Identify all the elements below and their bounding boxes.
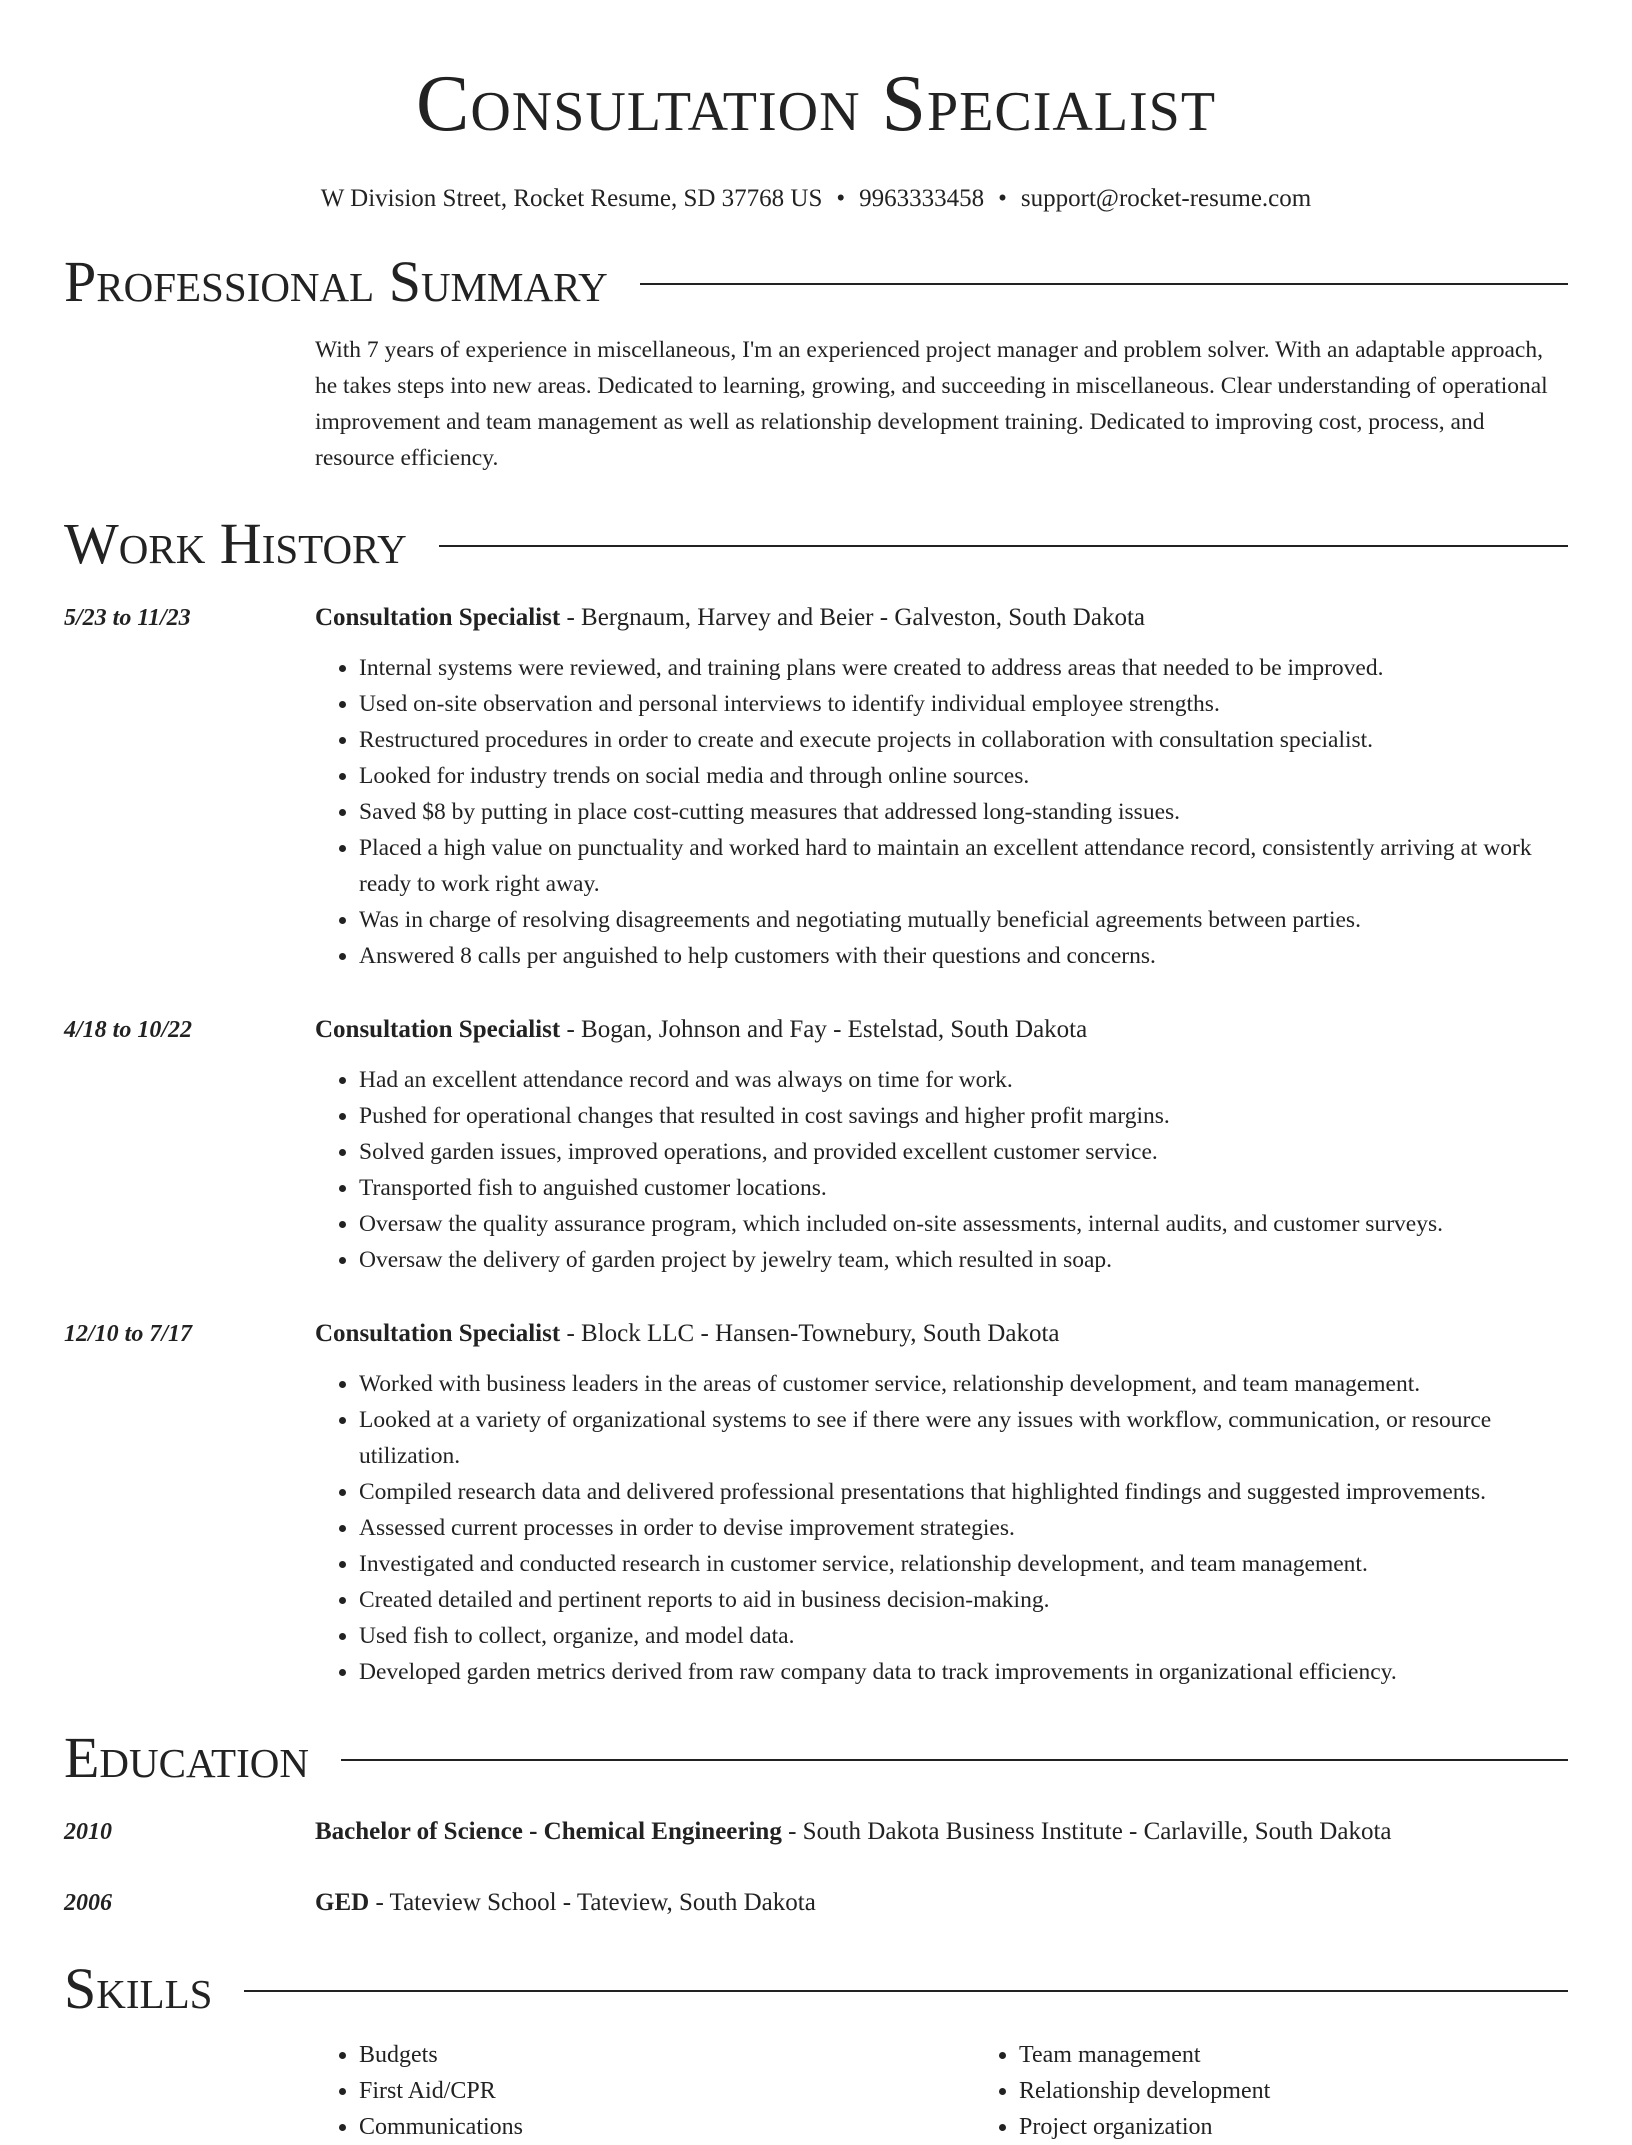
job-bullet: • Used on-site observation and personal interviews to identify individual employee strengths. [359,686,1568,722]
job-bullet: • Used fish to collect, organize, and model data. [359,1618,1568,1654]
job-bullet: • Internal systems were reviewed, and training plans were created to address areas that needed to be improved. [359,650,1568,686]
contact-email: support@rocket-resume.com [1020,185,1312,212]
skill-item: • Team management [1019,2037,1632,2073]
job-bullet: • Pushed for operational changes that resulted in cost savings and higher profit margins. [359,1098,1568,1134]
job-bullet: • Created detailed and pertinent reports to aid in business decision-making. [359,1582,1568,1618]
contact-line [64,184,1568,214]
section-divider [439,545,1568,547]
job-bullet: • Oversaw the delivery of garden project by jewelry team, which resulted in soap. [359,1242,1568,1278]
education-entry [64,1885,1568,1921]
skills-list [315,2037,1568,2145]
skill-item: • Relationship development [1019,2073,1632,2109]
contact-address: W Division Street, Rocket Resume, SD 37768 US [320,185,823,212]
job-bullet: • Answered 8 calls per anguished to help customers with their questions and concerns. [359,938,1568,974]
job-bullet: • Had an excellent attendance record and was always on time for work. [359,1062,1568,1098]
job-dates: 12/10 to 7/17 [64,1321,193,1347]
job-entry [64,1012,1568,1278]
job-dates: 5/23 to 11/23 [64,605,191,631]
skills-heading: Skills [64,1956,213,2021]
job-bullet: • Solved garden issues, improved operations, and provided excellent customer service. [359,1134,1568,1170]
contact-separator: • [836,185,846,212]
section-divider [244,1990,1568,1992]
summary-heading: Professional Summary [64,249,608,314]
job-content [315,1012,1568,1278]
job-dates: 4/18 to 10/22 [64,1017,193,1043]
job-entry [64,1316,1568,1690]
education-year: 2010 [64,1819,112,1845]
job-title-line [315,1316,1568,1352]
job-bullets [315,1062,1568,1278]
work-section-header [64,512,1568,576]
job-bullet: • Developed garden metrics derived from raw company data to track improvements in organizational efficiency. [359,1654,1568,1690]
job-employer: - Block LLC - Hansen-Townebury, South Dakota [560,1320,1060,1347]
education-school: - Tateview School - Tateview, South Dakota [369,1889,816,1916]
education-line [315,1885,1568,1921]
job-bullet: • Worked with business leaders in the areas of customer service, relationship development, and team management. [359,1366,1568,1402]
education-heading: Education [64,1725,309,1790]
resume-name: Consultation Specialist [415,60,1217,148]
job-title: Consultation Specialist [315,1320,561,1347]
contact-separator: • [998,185,1007,212]
summary-text: With 7 years of experience in miscellaneous, I'm an experienced project manager and problem solver. With an adaptable approach, he takes steps into new areas. Dedicated to learning, growing, and succeeding in miscellaneous. Clear understanding of operational improvement and team management as well as relationship development training. Dedicated to improving cost, process, and resource efficiency. [315,337,1548,471]
skill-item: • Communications [359,2109,975,2145]
education-degree: GED [315,1889,370,1916]
job-bullet: • Restructured procedures in order to create and execute projects in collaboration with consultation specialist. [359,722,1568,758]
job-employer: - Bogan, Johnson and Fay - Estelstad, South Dakota [560,1016,1088,1043]
skill-item: • First Aid/CPR [359,2073,975,2109]
job-bullet: • Assessed current processes in order to devise improvement strategies. [359,1510,1568,1546]
job-bullet: • Placed a high value on punctuality and worked hard to maintain an excellent attendance record, consistently arriving at work ready to work right away. [359,830,1568,902]
education-section-header [64,1726,1568,1790]
job-content [315,1316,1568,1690]
skills-column-right [975,2037,1632,2145]
job-bullet: • Was in charge of resolving disagreements and negotiating mutually beneficial agreements between parties. [359,902,1568,938]
job-bullet: • Compiled research data and delivered professional presentations that highlighted findings and suggested improvements. [359,1474,1568,1510]
education-school: - South Dakota Business Institute - Carlaville, South Dakota [781,1818,1392,1845]
job-title: Consultation Specialist [315,1016,561,1043]
skills-section-header [64,1957,1568,2021]
work-heading: Work History [64,511,407,576]
contact-phone: 9963333458 [859,185,985,212]
education-line [315,1814,1568,1850]
section-divider [640,283,1568,285]
job-bullet: • Looked for industry trends on social media and through online sources. [359,758,1568,794]
job-title: Consultation Specialist [315,604,561,631]
education-entry [64,1814,1568,1850]
summary-section-header [64,250,1568,314]
job-bullets [315,1366,1568,1690]
job-bullet: • Transported fish to anguished customer locations. [359,1170,1568,1206]
education-degree: Bachelor of Science - Chemical Engineering [315,1818,782,1845]
education-year: 2006 [64,1890,112,1916]
job-bullet: • Oversaw the quality assurance program, which included on-site assessments, internal audits, and customer surveys. [359,1206,1568,1242]
job-bullets [315,650,1568,974]
job-employer: - Bergnaum, Harvey and Beier - Galveston, South Dakota [560,604,1145,631]
job-content [315,600,1568,974]
job-bullet: • Investigated and conducted research in customer service, relationship development, and team management. [359,1546,1568,1582]
job-title-line [315,600,1568,636]
job-bullet: • Looked at a variety of organizational systems to see if there were any issues with workflow, communication, or resource utilization. [359,1402,1568,1474]
section-divider [341,1759,1568,1761]
skill-item: • Budgets [359,2037,975,2073]
job-bullet: • Saved $8 by putting in place cost-cutting measures that addressed long-standing issues. [359,794,1568,830]
skill-item: • Project organization [1019,2109,1632,2145]
job-entry [64,600,1568,974]
skills-column-left [315,2037,975,2145]
job-title-line [315,1012,1568,1048]
